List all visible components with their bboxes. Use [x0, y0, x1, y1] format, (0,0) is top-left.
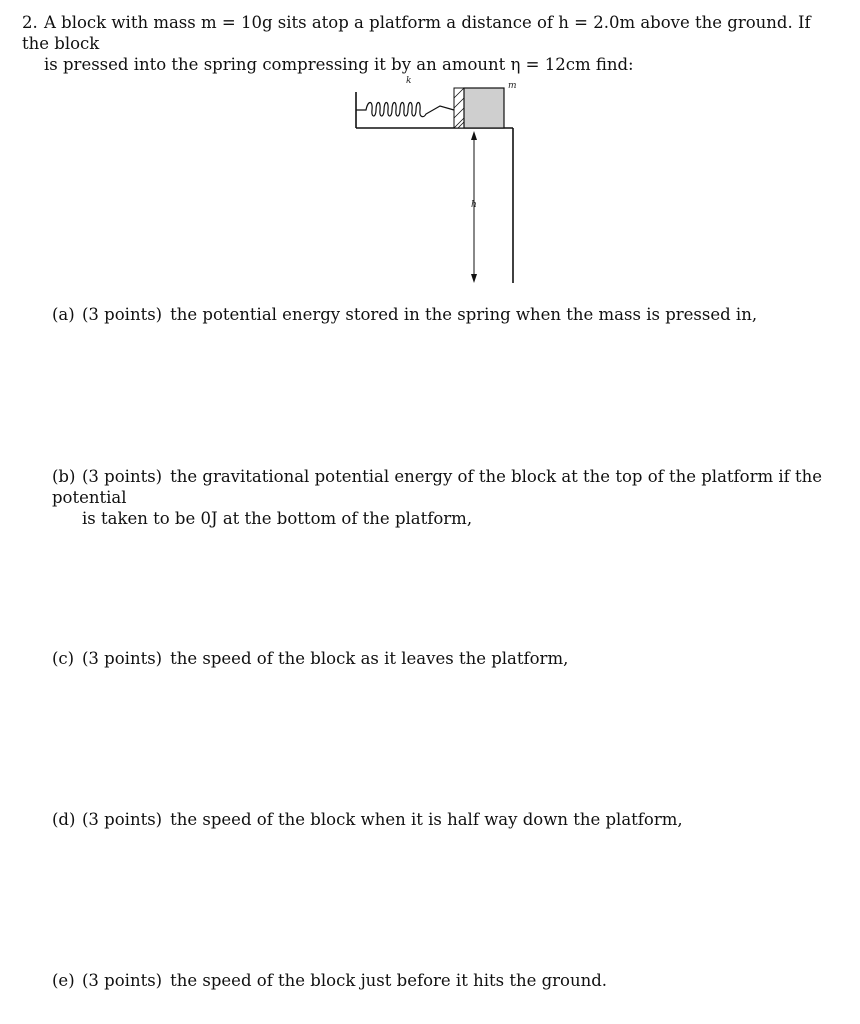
- height-label: h: [471, 200, 477, 210]
- part-points: (3 points): [82, 649, 163, 668]
- question-part-a: [52, 304, 842, 325]
- part-label: (b): [52, 467, 76, 486]
- problem-text-line-1: A block with mass m = 10g sits atop a platform a distance of h = 2.0m above the ground. If the block: [22, 13, 811, 53]
- part-text: the gravitational potential energy of the block at the top of the platform if the potential: [52, 467, 823, 507]
- part-text: the potential energy stored in the spring when the mass is pressed in,: [170, 305, 758, 324]
- question-part-e: [52, 970, 842, 991]
- spring-platform-diagram: [340, 70, 540, 295]
- spring-coil: [356, 103, 454, 117]
- mass-block: [464, 88, 504, 128]
- part-points: (3 points): [82, 810, 163, 829]
- problem-number: 2.: [22, 13, 38, 32]
- part-label: (d): [52, 810, 76, 829]
- part-points: (3 points): [82, 467, 163, 486]
- part-label: (c): [52, 649, 75, 668]
- question-part-c: [52, 648, 842, 669]
- part-label: (a): [52, 305, 75, 324]
- height-arrow-down-head: [471, 274, 477, 283]
- question-part-d: [52, 809, 842, 830]
- part-text: the speed of the block when it is half way down the platform,: [170, 810, 683, 829]
- part-text: the speed of the block just before it hits the ground.: [170, 971, 608, 990]
- question-part-b: [52, 466, 842, 529]
- height-arrow-up-head: [471, 131, 477, 140]
- mass-label: m: [508, 81, 517, 91]
- part-points: (3 points): [82, 305, 163, 324]
- spring-constant-label: k: [406, 76, 412, 86]
- part-points: (3 points): [82, 971, 163, 990]
- problem-line-1: [22, 12, 837, 54]
- hatched-plate: [454, 88, 464, 128]
- problem-text-line-2: is pressed into the spring compressing it by an amount η = 12cm find:: [44, 55, 634, 74]
- part-text: the speed of the block as it leaves the platform,: [170, 649, 569, 668]
- problem-statement: [22, 12, 837, 75]
- diagram-svg: [340, 70, 540, 295]
- part-text-continuation: is taken to be 0J at the bottom of the platform,: [82, 509, 473, 528]
- part-label: (e): [52, 971, 75, 990]
